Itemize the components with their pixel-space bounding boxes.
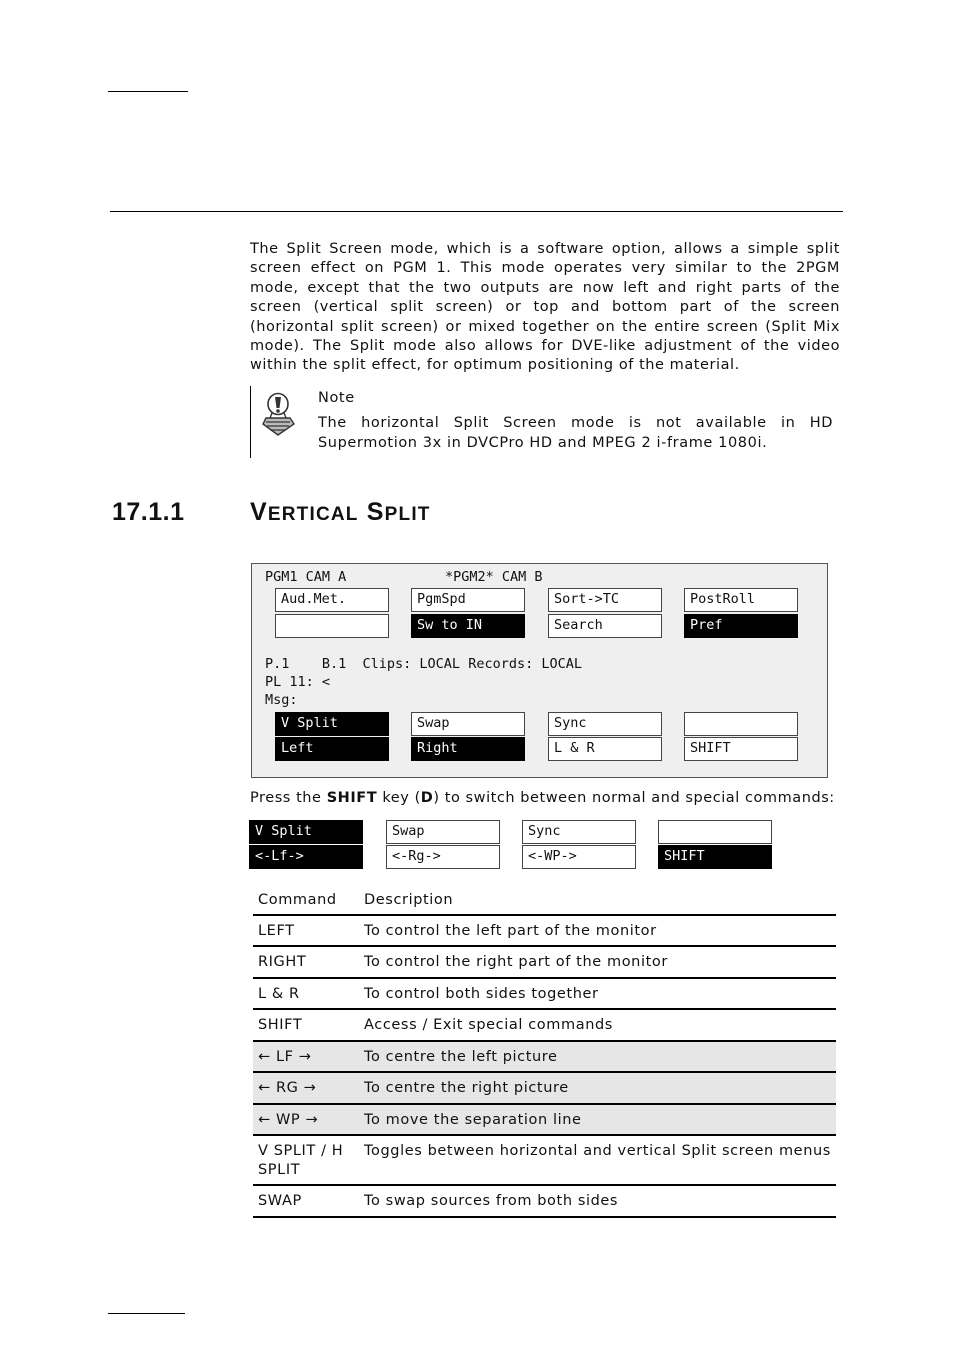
shift-instruction-text: Press the xyxy=(250,790,327,806)
table-row xyxy=(253,1041,836,1073)
description-cell: To control the left part of the monitor xyxy=(364,922,657,939)
command-cell: SHIFT xyxy=(258,1017,303,1033)
command-cell: ← RG → xyxy=(258,1080,317,1096)
screen-status-line: P.1 B.1 Clips: LOCAL Records: LOCAL xyxy=(265,656,582,672)
command-cell: ← WP → xyxy=(258,1111,319,1128)
section-title-part: V xyxy=(250,498,268,526)
screen-key-f3-bottom[interactable]: Search xyxy=(548,614,662,638)
screen-key-f6-top[interactable]: V Split xyxy=(275,712,389,736)
table-header: Command xyxy=(258,892,337,908)
section-title-part: S xyxy=(366,498,385,526)
section-title xyxy=(250,498,431,527)
remote-screen xyxy=(251,563,828,778)
shift-key-3-bottom[interactable]: <-WP-> xyxy=(522,845,636,869)
description-cell: To swap sources from both sides xyxy=(364,1193,619,1209)
screen-header-left: PGM1 CAM A xyxy=(265,569,347,585)
screen-playlist-line: PL 11: < xyxy=(265,674,331,690)
note-title: Note xyxy=(318,390,355,406)
table-row xyxy=(253,1009,836,1041)
command-cell: ← LF → xyxy=(258,1048,312,1065)
description-cell: To move the separation line xyxy=(364,1111,582,1128)
screen-key-f2-top[interactable]: PgmSpd xyxy=(411,588,525,612)
screen-key-f8-bottom[interactable]: L & R xyxy=(548,737,662,761)
table-row xyxy=(253,978,836,1010)
table-header: Description xyxy=(364,892,454,908)
table-row xyxy=(253,1104,836,1136)
table-row xyxy=(253,915,836,947)
section-number: 17.1.1 xyxy=(112,498,185,526)
section-title-part: ERTICAL xyxy=(267,504,359,525)
table-row xyxy=(253,1072,836,1104)
shift-key-1-bottom[interactable]: <-Lf-> xyxy=(249,845,363,869)
shift-key-3-top[interactable]: Sync xyxy=(522,820,636,844)
screen-key-f8-top[interactable]: Sync xyxy=(548,712,662,736)
header-rule xyxy=(110,211,843,212)
shift-key-2-top[interactable]: Swap xyxy=(386,820,500,844)
description-cell: Toggles between horizontal and vertical Split screen menus xyxy=(364,1143,831,1159)
screen-header-right: *PGM2* CAM B xyxy=(445,569,543,585)
screen-key-f7-bottom[interactable]: Right xyxy=(411,737,525,761)
note-icon xyxy=(260,391,298,437)
shift-key-letter: D xyxy=(420,790,434,806)
command-cell: RIGHT xyxy=(258,954,307,970)
shift-instruction xyxy=(250,790,835,806)
screen-key-f4-bottom[interactable]: Pref xyxy=(684,614,798,638)
screen-key-f9-top[interactable] xyxy=(684,712,798,736)
shift-key-1-top[interactable]: V Split xyxy=(249,820,363,844)
shift-key-2-bottom[interactable]: <-Rg-> xyxy=(386,845,500,869)
command-cell: L & R xyxy=(258,985,300,1002)
command-cell: V SPLIT / H SPLIT xyxy=(258,1143,344,1178)
command-cell: LEFT xyxy=(258,922,295,939)
screen-key-f1-top[interactable]: Aud.Met. xyxy=(275,588,389,612)
screen-key-f4-top[interactable]: PostRoll xyxy=(684,588,798,612)
screen-key-f6-bottom[interactable]: Left xyxy=(275,737,389,761)
description-cell: To centre the right picture xyxy=(364,1080,569,1096)
screen-key-f1-bottom[interactable] xyxy=(275,614,389,638)
intro-paragraph: The Split Screen mode, which is a software option, allows a simple split screen effect on PGM 1. This mode operates very similar to the 2PGM mode, except that the two outputs are now left and right parts of the screen (vertical split screen) or top and bottom part of the screen (horizontal split screen) or mixed together on the entire screen (Split Mix mode). The Split mode also allows for DVE-like adjustment of the video within the split effect, for optimum positioning of the material. xyxy=(250,241,840,374)
shift-key-name: SHIFT xyxy=(326,790,378,806)
table-header-row xyxy=(253,885,836,915)
shift-instruction-text: ) to switch between normal and special commands: xyxy=(433,790,835,806)
description-cell: To centre the left picture xyxy=(364,1048,558,1065)
shift-key-4-top[interactable] xyxy=(658,820,772,844)
description-cell: Access / Exit special commands xyxy=(364,1017,613,1033)
screen-key-f7-top[interactable]: Swap xyxy=(411,712,525,736)
description-cell: To control the right part of the monitor xyxy=(364,954,668,970)
screen-key-f3-top[interactable]: Sort->TC xyxy=(548,588,662,612)
shift-instruction-text: key ( xyxy=(377,790,421,806)
table-row xyxy=(253,1135,836,1185)
screen-key-f2-bottom[interactable]: Sw to IN xyxy=(411,614,525,638)
screen-key-f9-bottom[interactable]: SHIFT xyxy=(684,737,798,761)
header-short-rule xyxy=(108,91,188,92)
footer-short-rule xyxy=(108,1313,185,1314)
screen-msg-line: Msg: xyxy=(265,692,298,708)
section-title-part: PLIT xyxy=(384,504,431,525)
description-cell: To control both sides together xyxy=(364,985,599,1002)
note-bar xyxy=(250,386,251,458)
note-text: The horizontal Split Screen mode is not available in HD Supermotion 3x in DVCPro HD and MPEG 2 i-frame 1080i. xyxy=(318,415,833,451)
table-row xyxy=(253,1185,836,1217)
command-cell: SWAP xyxy=(258,1193,302,1209)
command-table xyxy=(253,885,836,1218)
table-row xyxy=(253,946,836,978)
shift-key-4-bottom[interactable]: SHIFT xyxy=(658,845,772,869)
